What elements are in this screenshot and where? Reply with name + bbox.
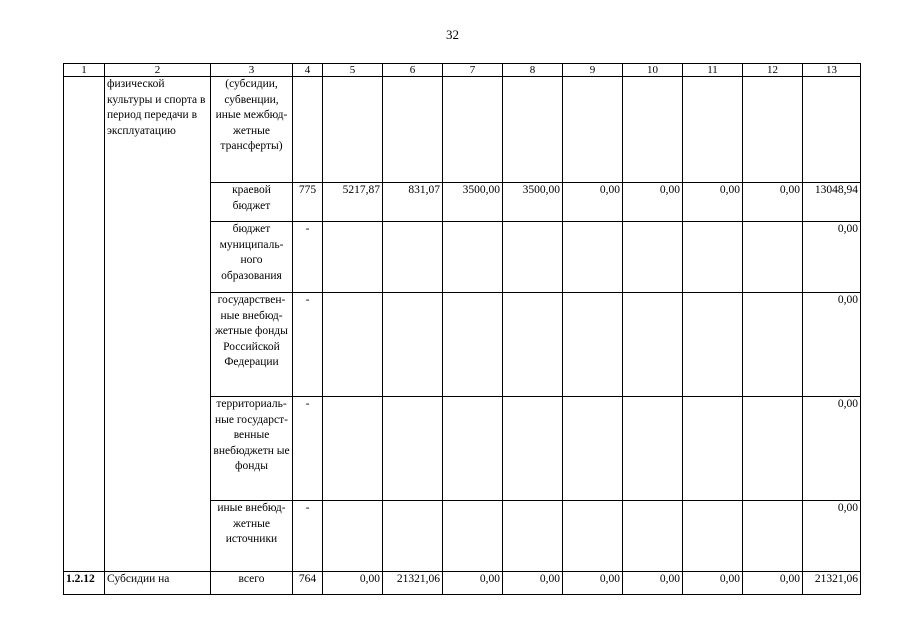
- code-cell: -: [293, 293, 323, 397]
- value-cell: 0,00: [623, 183, 683, 222]
- code-cell: -: [293, 397, 323, 501]
- value-cell: [683, 397, 743, 501]
- total-cell: 21321,06: [803, 572, 861, 595]
- value-cell: [503, 397, 563, 501]
- header-cell: 10: [623, 64, 683, 77]
- code-cell: 775: [293, 183, 323, 222]
- header-cell: 6: [383, 64, 443, 77]
- value-cell: [563, 222, 623, 293]
- value-cell: [503, 222, 563, 293]
- header-cell: 7: [443, 64, 503, 77]
- header-cell: 2: [105, 64, 211, 77]
- value-cell: [623, 222, 683, 293]
- value-cell: [443, 397, 503, 501]
- header-cell: 5: [323, 64, 383, 77]
- value-cell: [563, 293, 623, 397]
- row-description-cell: физической культуры и спорта в период передачи в эксплуатацию: [105, 77, 211, 572]
- value-cell: [563, 397, 623, 501]
- header-cell: 1: [64, 64, 105, 77]
- value-cell: [383, 293, 443, 397]
- value-cell: 831,07: [383, 183, 443, 222]
- value-cell: 0,00: [563, 572, 623, 595]
- total-cell: 0,00: [803, 293, 861, 397]
- value-cell: [743, 501, 803, 572]
- funding-source-cell: (субсидии, субвенции, иные межбюд-жетные трансферты): [211, 77, 293, 183]
- value-cell: [683, 77, 743, 183]
- value-cell: [503, 77, 563, 183]
- value-cell: [623, 397, 683, 501]
- page-number: 32: [446, 27, 459, 42]
- value-cell: [743, 293, 803, 397]
- value-cell: [383, 222, 443, 293]
- row-code-cell: 1.2.12: [64, 572, 105, 595]
- value-cell: [623, 77, 683, 183]
- value-cell: [383, 77, 443, 183]
- value-cell: [563, 77, 623, 183]
- value-cell: 0,00: [323, 572, 383, 595]
- header-row: [64, 64, 861, 77]
- value-cell: [683, 222, 743, 293]
- header-cell: 4: [293, 64, 323, 77]
- value-cell: [323, 501, 383, 572]
- table-row: [64, 572, 861, 595]
- value-cell: [443, 501, 503, 572]
- value-cell: [683, 293, 743, 397]
- value-cell: [743, 397, 803, 501]
- value-cell: 21321,06: [383, 572, 443, 595]
- budget-table: [63, 63, 861, 595]
- value-cell: 0,00: [743, 572, 803, 595]
- value-cell: 5217,87: [323, 183, 383, 222]
- funding-source-cell: иные внебюд-жетные источники: [211, 501, 293, 572]
- value-cell: [383, 397, 443, 501]
- header-cell: 11: [683, 64, 743, 77]
- total-cell: 13048,94: [803, 183, 861, 222]
- value-cell: 3500,00: [503, 183, 563, 222]
- value-cell: [323, 397, 383, 501]
- funding-source-cell: краевой бюджет: [211, 183, 293, 222]
- value-cell: [383, 501, 443, 572]
- code-cell: -: [293, 501, 323, 572]
- funding-source-cell: государствен-ные внебюд-жетные фонды Российской Федерации: [211, 293, 293, 397]
- value-cell: [503, 501, 563, 572]
- value-cell: [443, 293, 503, 397]
- value-cell: [743, 222, 803, 293]
- value-cell: [623, 293, 683, 397]
- value-cell: [323, 77, 383, 183]
- value-cell: [443, 222, 503, 293]
- value-cell: 0,00: [443, 572, 503, 595]
- total-cell: 0,00: [803, 397, 861, 501]
- value-cell: 0,00: [563, 183, 623, 222]
- value-cell: 0,00: [743, 183, 803, 222]
- funding-source-cell: территориаль-ные государст-венные внебюджетн ые фонды: [211, 397, 293, 501]
- value-cell: [563, 501, 623, 572]
- row-description-cell: Субсидии на: [105, 572, 211, 595]
- value-cell: 0,00: [683, 183, 743, 222]
- value-cell: [503, 293, 563, 397]
- header-cell: 13: [803, 64, 861, 77]
- value-cell: [623, 501, 683, 572]
- code-cell: 764: [293, 572, 323, 595]
- value-cell: 3500,00: [443, 183, 503, 222]
- header-cell: 3: [211, 64, 293, 77]
- header-cell: 12: [743, 64, 803, 77]
- funding-source-cell: бюджет муниципаль-ного образования: [211, 222, 293, 293]
- row-code-cell: [64, 77, 105, 572]
- value-cell: [683, 501, 743, 572]
- value-cell: 0,00: [623, 572, 683, 595]
- value-cell: [743, 77, 803, 183]
- value-cell: [323, 222, 383, 293]
- header-cell: 8: [503, 64, 563, 77]
- total-cell: [803, 77, 861, 183]
- value-cell: 0,00: [683, 572, 743, 595]
- code-cell: -: [293, 222, 323, 293]
- value-cell: 0,00: [503, 572, 563, 595]
- code-cell: [293, 77, 323, 183]
- total-cell: 0,00: [803, 501, 861, 572]
- total-cell: 0,00: [803, 222, 861, 293]
- value-cell: [443, 77, 503, 183]
- value-cell: [323, 293, 383, 397]
- table-row: [64, 77, 861, 183]
- header-cell: 9: [563, 64, 623, 77]
- funding-source-cell: всего: [211, 572, 293, 595]
